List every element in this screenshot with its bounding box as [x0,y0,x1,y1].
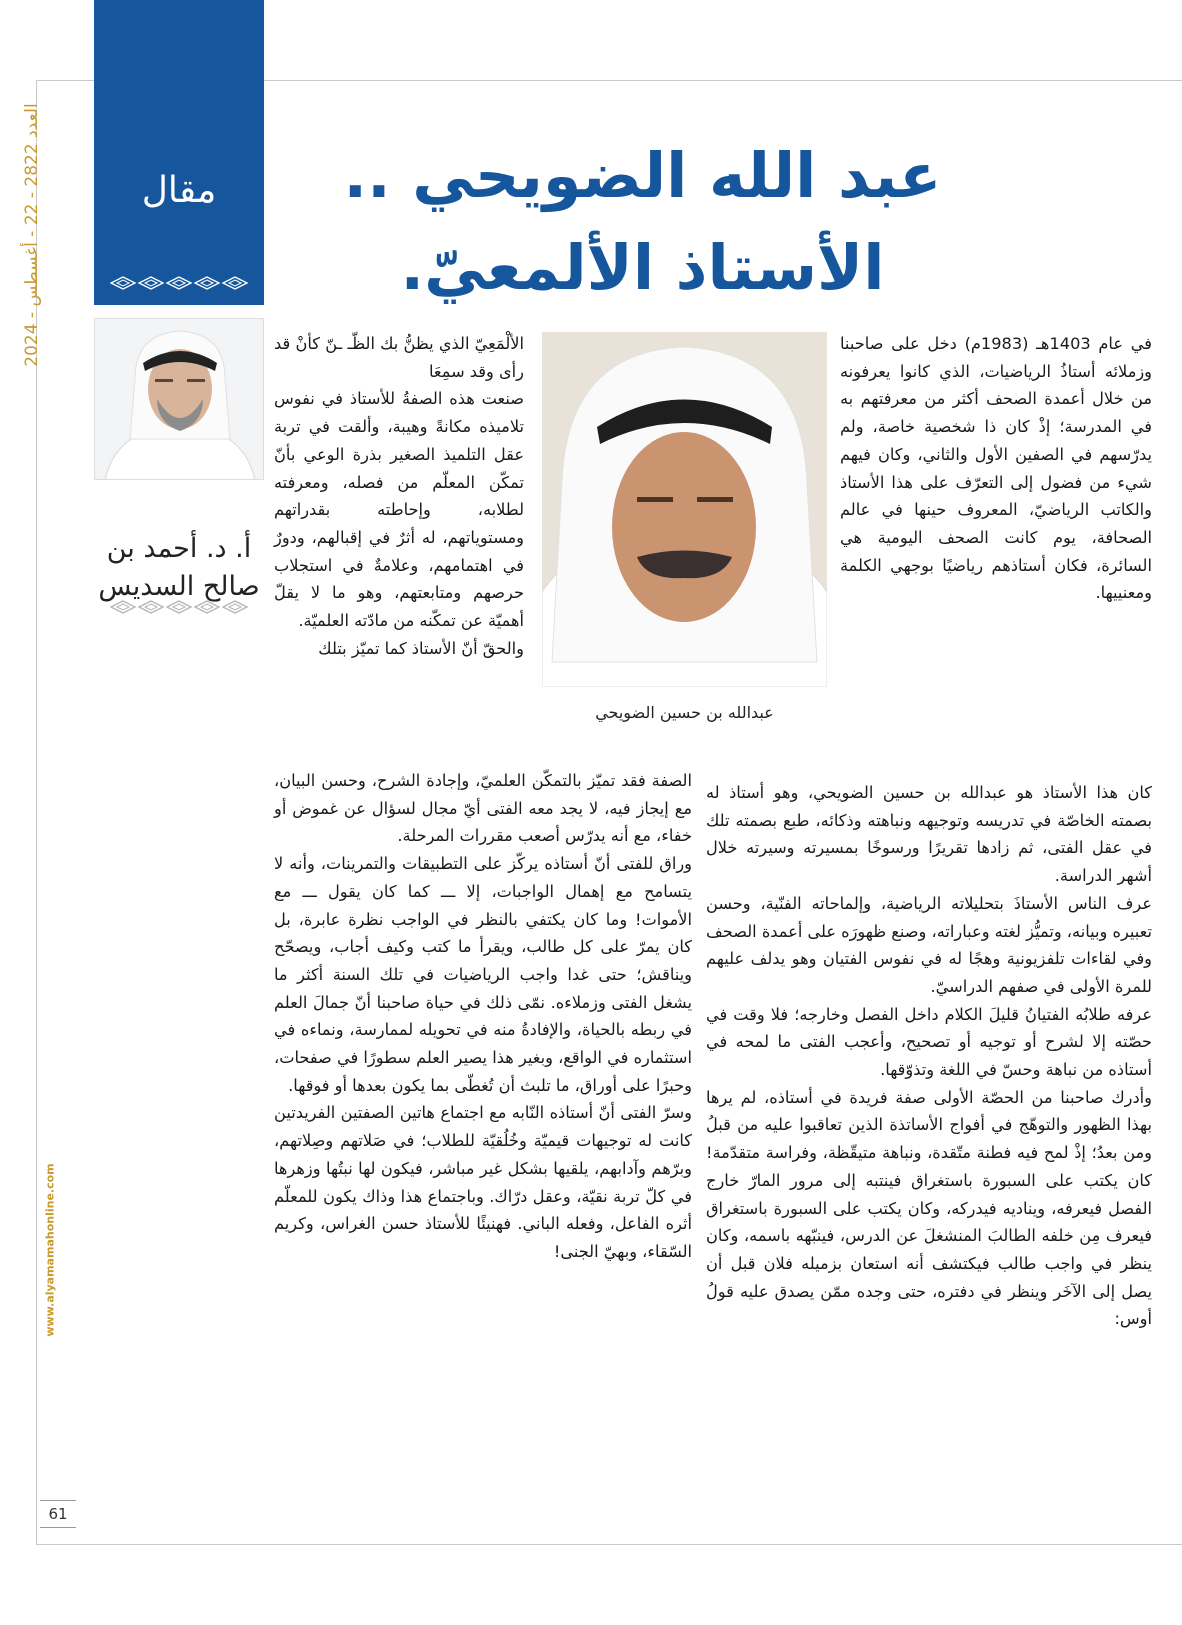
photo-caption: عبدالله بن حسين الضويحي [595,703,774,722]
paragraph: كان هذا الأستاذ هو عبدالله بن حسين الضويحي، وهو أستاذ له بصمته الخاصّة في تدريسه وتوجيهه ونباهته وذكائه، طبع بصمته تلك في عقل الفتى، ثم زادها تقريرًا ورسوخًا بمسيرته وسيرته خلال أشهر الدراسة. [706,783,1152,886]
issue-info [14,85,50,385]
author-photo [94,318,264,480]
diamond-ornament-icon [194,600,220,614]
title-line-2: الأستاذ الألمعيّ. [400,231,885,304]
website-text: www.alyamamahonline.com [43,1163,57,1337]
author-ornament [94,600,264,614]
banner-ornament [94,276,264,290]
article-column-c [274,330,524,662]
paragraph: وسرّ الفتى أنّ أستاذه النّابه مع اجتماع هاتين الصفتين الفريدتين كانت له توجيهات قيميّة وخُلُقيّة للطلاب؛ في صَلاتهم وصِلاتهم، وبرّهم وآدابهم، يلقيها بشكل غير مباشر، فيكون لها نبتُها وزهرها في كلّ تربة نقيّة، وعقل درّاك. وباجتماع هذا وذاك يكون للمعلّم أثره الفاعل، وفعله الباني. فهنيئًا للأستاذ حسن الغراس، وكريم السّقاء، وبهيّ الجنى! [274,1103,692,1261]
paragraph: وأدرك صاحبنا من الحصّة الأولى صفة فريدة في أستاذه، لم يرها بهذا الظهور والتوهّج في أفواج الأساتذة الذين تعاقبوا عليه من قبلُ ومن بعدُ؛ إذْ لمح فيه فطنة متّقدة، ونباهة متيقّظة، وفراسة متقدّمة! كان يكتب على السبورة باستغراق فينتبه إلى مرور المارّ خارج الفصل فيعرفه، ويناديه فيدركه، وكان يكتب على السبورة باستغراق فيعرف مِن خلفه الطالبَ المنشغلَ عن الدرس، فينبّهه باسمه، وكان ينظر في واجب طالب فيكتشف أنه استعان بزميله فلان قبل أن يصل إلى الآخَر وينظر في دفتره، حتى وجده ممّن يصدق عليه قولُ أوس: [706,1087,1152,1329]
author-name-line-2: صالح السديس [98,571,260,602]
article-title [330,130,955,314]
category-label: مقال [141,170,217,211]
category-banner [94,0,264,305]
title-line-1: عبد الله الضويحي .. [343,139,942,212]
paragraph: عرف الناس الأستاذَ بتحليلاته الرياضية، وإلماحاته الفنّية، وحسن تعبيره وبيانه، وتميُّز لغته وعباراته، وصنع ظهورَه على أعمدة الصحف وفي لقاءات تلفزيونية وهجًا له في نفوس الفتيان وهو يدلف عليهم للمرة الأولى في صفهم الدراسيّ. [706,893,1152,996]
diamond-ornament-icon [138,600,164,614]
website-url [40,1100,60,1400]
article-column-b [706,779,1152,1333]
diamond-ornament-icon [166,276,192,290]
article-column-d [274,767,692,1266]
author-name-line-1: أ. د. أحمد بن [106,533,252,564]
article-column-a [840,330,1152,607]
diamond-ornament-icon [138,276,164,290]
author-name [94,530,264,606]
poem-verse: الألْمَعِيّ الذي يظنُّ بك الظّـ ـنّ كأنْ قد رأى وقد سمِعَا [274,334,524,381]
page-number: 61 [40,1500,76,1528]
paragraph: صنعت هذه الصفةُ للأستاذ في نفوس تلاميذه مكانةً وهيبة، وألقت في تربة عقل التلميذ الصغير بذرة الوعي بأنّ تمكّن المعلّم من فصله، ومعرفته لطلابه، وإحاطته بقدراتهم ومستوياتهم، له أثرٌ في إقبالهم، ودورٌ في اهتمامهم، وعلامةٌ في استجلاب حرصهم ومتابعتهم، وهو ما لا يقلّ أهميّة عن تمكّنه من مادّته العلميّة. [274,389,524,631]
subject-photo [542,332,827,687]
issue-text: العدد 2822 - 22 - أغسطس - 2024 [22,103,42,367]
paragraph: عرفه طلابُه الفتيانُ قليلَ الكلام داخل الفصل وخارجه؛ فلا وقت في حصّته إلا لشرح أو توجيه أو تصحيح، وأعجب الفتى ما لمحه في أستاذه من نباهة وحسّ في اللغة وتذوّقها. [706,1004,1152,1080]
paragraph: والحقّ أنّ الأستاذ كما تميّز بتلك [318,638,524,658]
diamond-ornament-icon [222,600,248,614]
paragraph: الصفة فقد تميّز بالتمكّن العلميّ، وإجادة الشرح، وحسن البيان، مع إيجاز فيه، لا يجد معه الفتى أيّ مجال لسؤال عن غموض أو خفاء، مع أنه يدرّس أصعب مقررات المرحلة. [274,771,692,846]
paragraph: وراق للفتى أنّ أستاذه يركّز على التطبيقات والتمرينات، وأنه لا يتسامح مع إهمال الواجبات، إلا ـــ كما كان يقول ـــ مع الأموات! وما كان يكتفي بالنظر في الواجب نظرة عابرة، بل كان يمرّ على كل طالب، ويقرأ ما كتب وكيف أجاب، ويصحّح ويناقش؛ حتى غدا واجب الرياضيات في تلك السنة أكثر ما يشغل الفتى وزملاءه. نمّى ذلك في حياة صاحبنا أنّ جمالَ العلم في ربطه بالحياة، والإفادةُ منه في تحويله لممارسة، ونماءه في استثماره في الواقع، وبغير هذا يصير العلم سطورًا في صفحات، وحبرًا على أوراق، ما تلبث أن تُغطّى بما يكون بعدها أو فوقها. [274,854,692,1095]
diamond-ornament-icon [110,600,136,614]
diamond-ornament-icon [194,276,220,290]
diamond-ornament-icon [222,276,248,290]
diamond-ornament-icon [166,600,192,614]
paragraph: في عام 1403هـ (1983م) دخل على صاحبنا وزملائه أستاذُ الرياضيات، الذي كانوا يعرفونه من خلال أعمدة الصحف أكثر من معرفتهم به في المدرسة؛ إذْ كان ذا شخصية خاصة، ولم يدرّسهم في الصفين الأول والثاني، وكان فيهم شيء من فضول إلى التعرّف على هذا الأستاذ والكاتب الرياضيّ، المعروف حينها في عالم الصحافة، يوم كانت الصحف اليومية هي السائرة، فكان أستاذهم رياضيًا بوجهي الكلمة ومعنييها. [840,334,1152,603]
diamond-ornament-icon [110,276,136,290]
